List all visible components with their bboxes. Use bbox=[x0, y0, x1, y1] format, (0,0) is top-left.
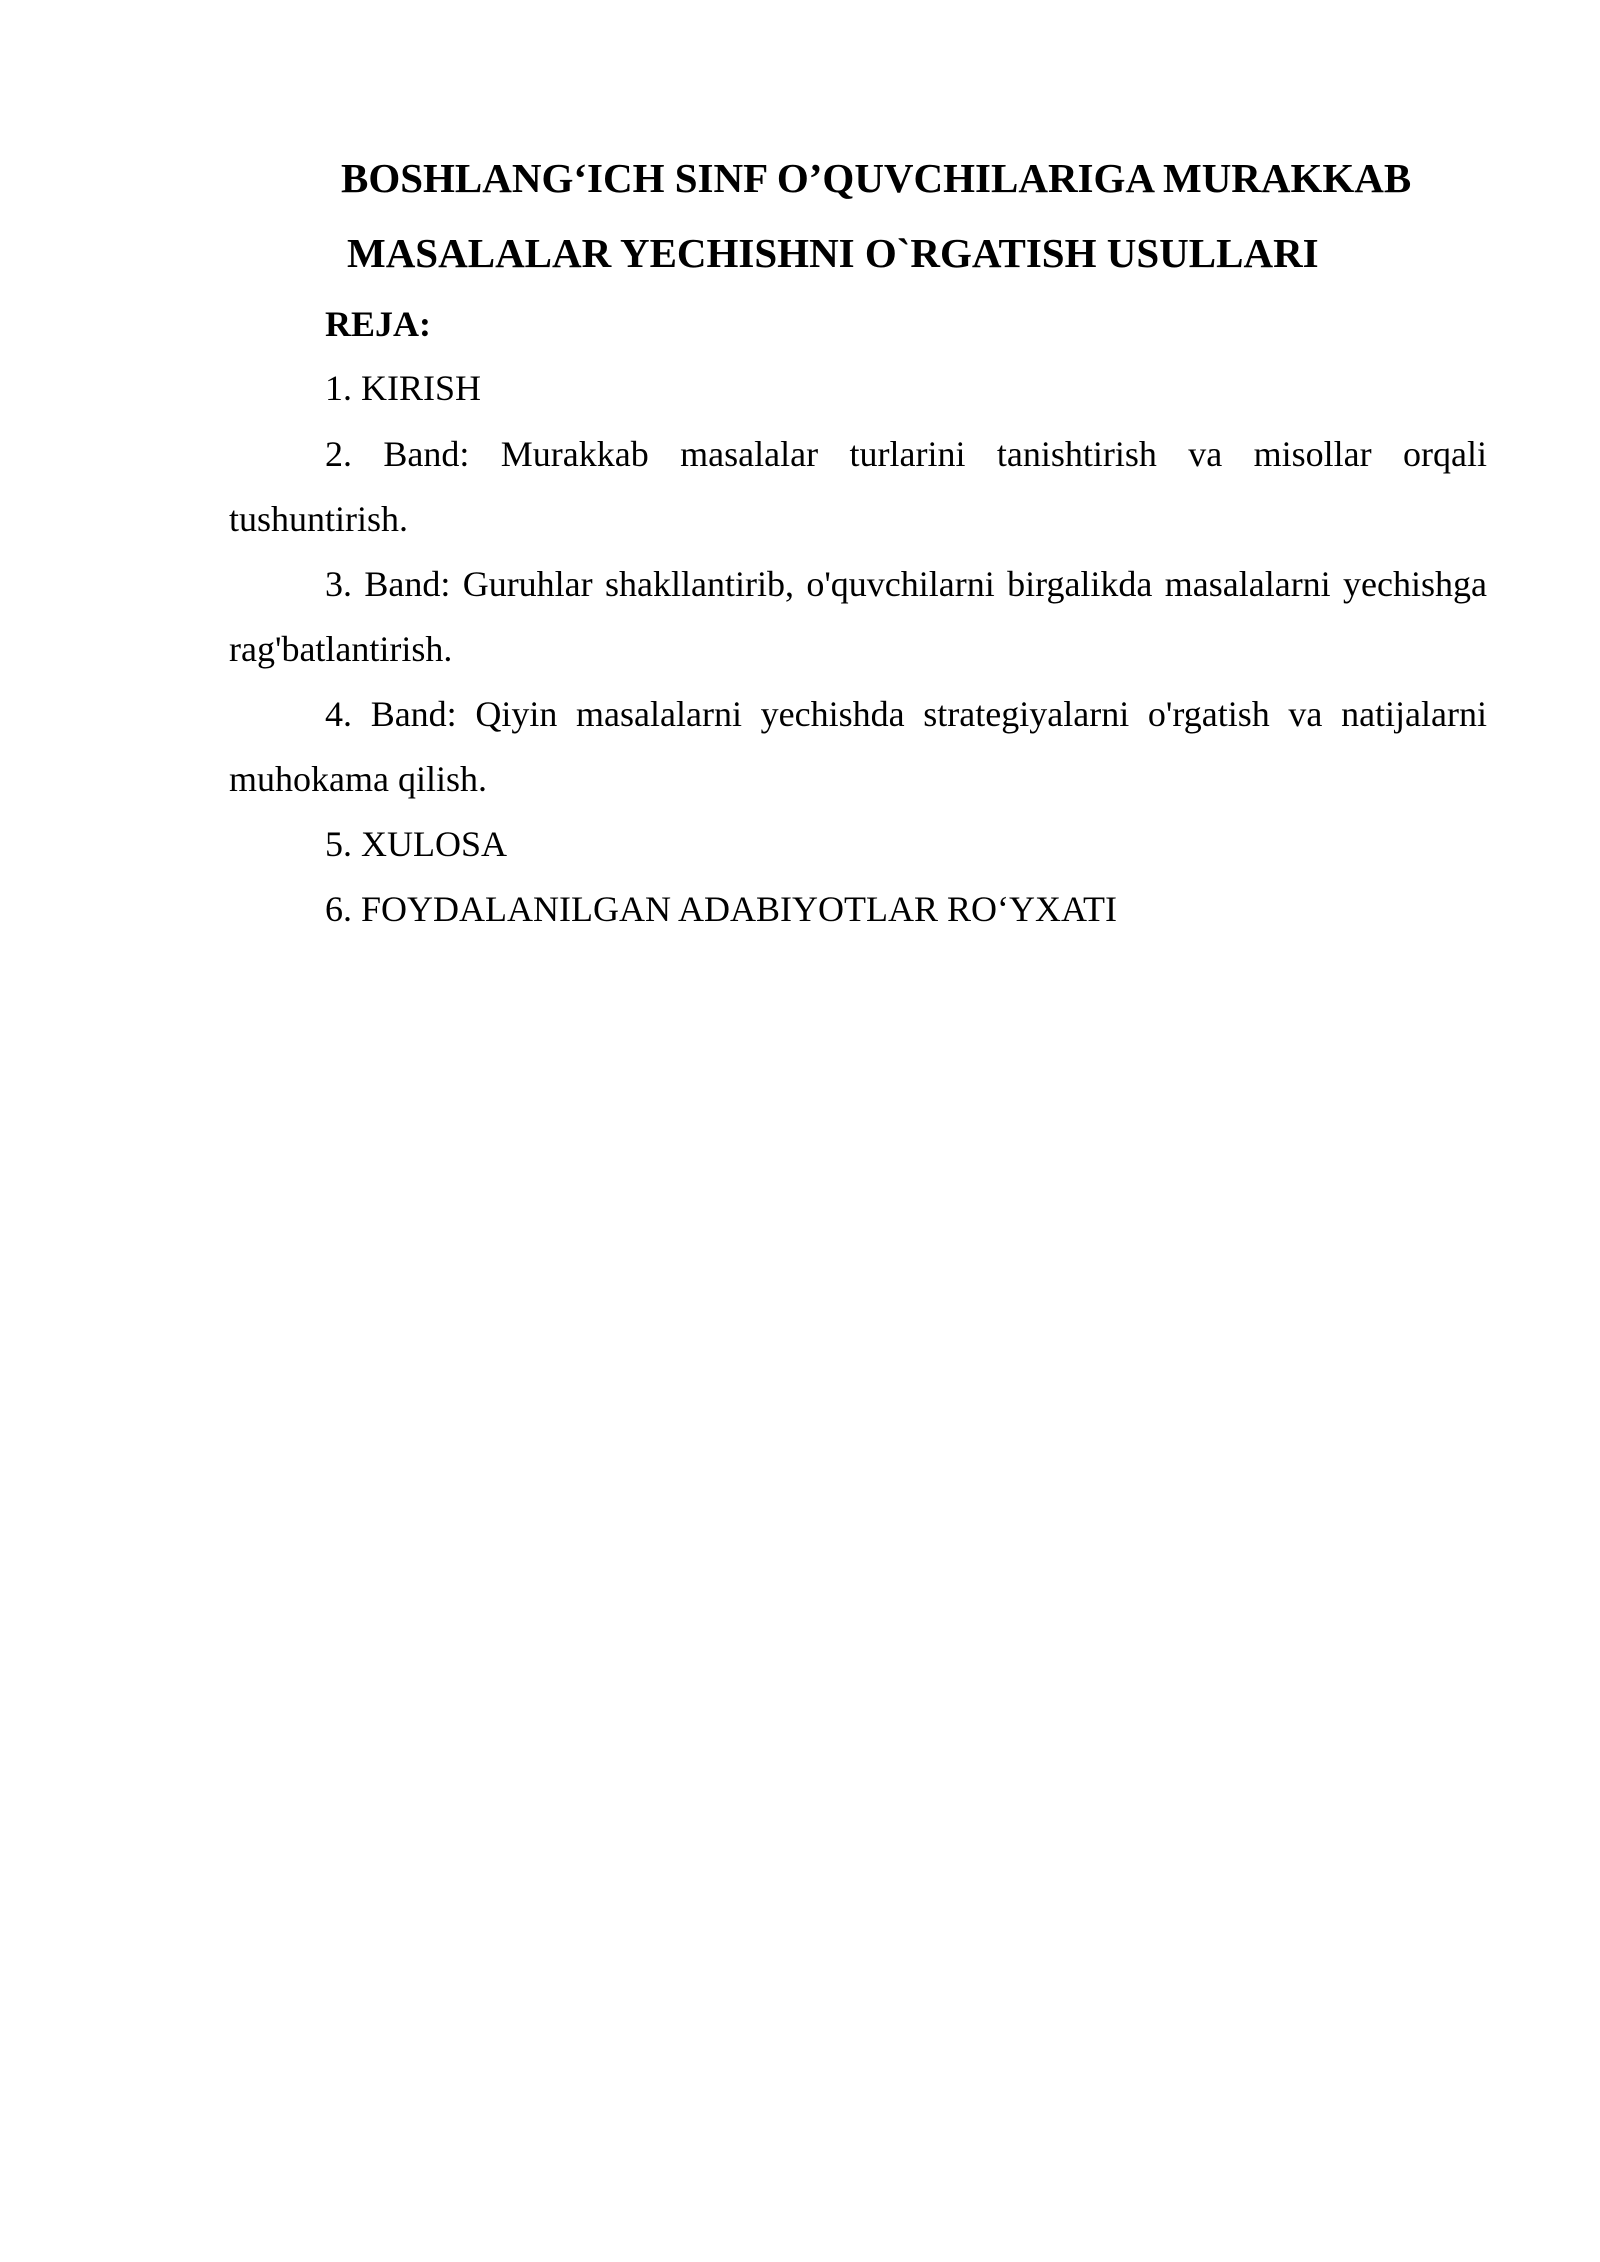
plan-item-5: 5. XULOSA bbox=[325, 824, 508, 864]
plan-heading: REJA: bbox=[325, 304, 431, 344]
document-title-line-1: BOSHLANG‘ICH SINF O’QUVCHILARIGA MURAKKAB bbox=[341, 155, 1412, 201]
plan-item-3: 3. Band: Guruhlar shakllantirib, o'quvchilarni birgalikda masalalarni yechishga rag'batlantirish. bbox=[229, 564, 1487, 669]
plan-item-2: 2. Band: Murakkab masalalar turlarini tanishtirish va misollar orqali tushuntirish. bbox=[229, 434, 1487, 539]
plan-item-6: 6. FOYDALANILGAN ADABIYOTLAR RO‘YXATI bbox=[325, 889, 1117, 929]
plan-item-4: 4. Band: Qiyin masalalarni yechishda strategiyalarni o'rgatish va natijalarni muhokama qilish. bbox=[229, 694, 1487, 799]
plan-item-1: 1. KIRISH bbox=[325, 368, 482, 408]
document-title-line-2: MASALALAR YECHISHNI O`RGATISH USULLARI bbox=[347, 230, 1319, 276]
